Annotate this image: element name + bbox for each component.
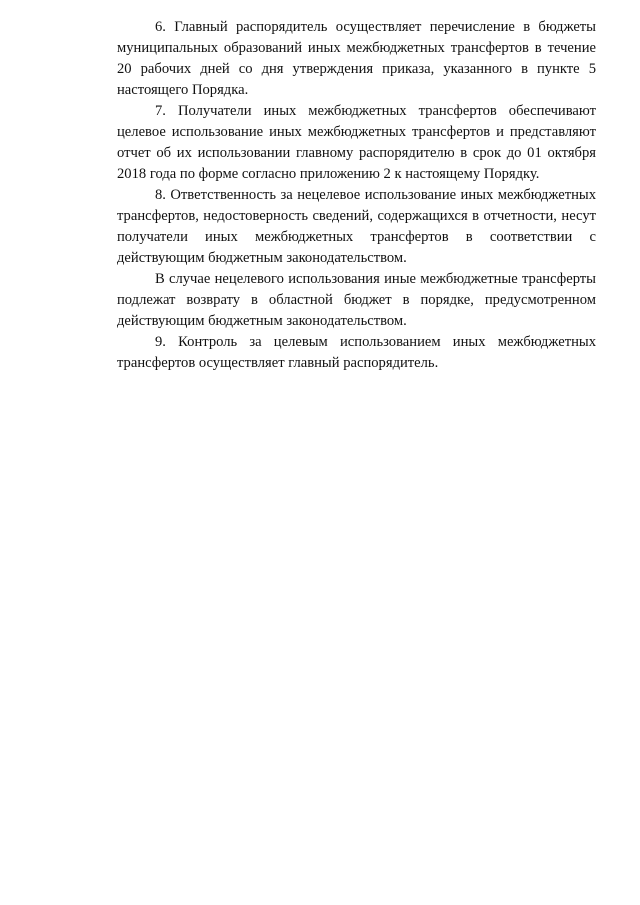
paragraph-6: 6. Главный распорядитель осуществляет перечисление в бюджеты муниципальных образований иных межбюджетных трансфертов в течение 20 рабочих дней со дня утверждения приказа, указанного в пункте 5 настоящего Порядка. (117, 19, 596, 98)
document-body (117, 17, 596, 374)
paragraph-misuse-refund: В случае нецелевого использования иные межбюджетные трансферты подлежат возврату в областной бюджет в порядке, предусмотренном действующим бюджетным законодательством. (117, 271, 596, 329)
paragraph-8: 8. Ответственность за нецелевое использование иных межбюджетных трансфертов, недостоверность сведений, содержащихся в отчетности, несут получатели иных межбюджетных трансфертов в соответствии с действующим бюджетным законодательством. (117, 187, 596, 266)
paragraph-9: 9. Контроль за целевым использованием иных межбюджетных трансфертов осуществляет главный распорядитель. (117, 334, 596, 371)
paragraph-7: 7. Получатели иных межбюджетных трансфертов обеспечивают целевое использование иных межбюджетных трансфертов и представляют отчет об их использовании главному распорядителю в срок до 01 октября 2018 года по форме согласно приложению 2 к настоящему Порядку. (117, 103, 596, 182)
